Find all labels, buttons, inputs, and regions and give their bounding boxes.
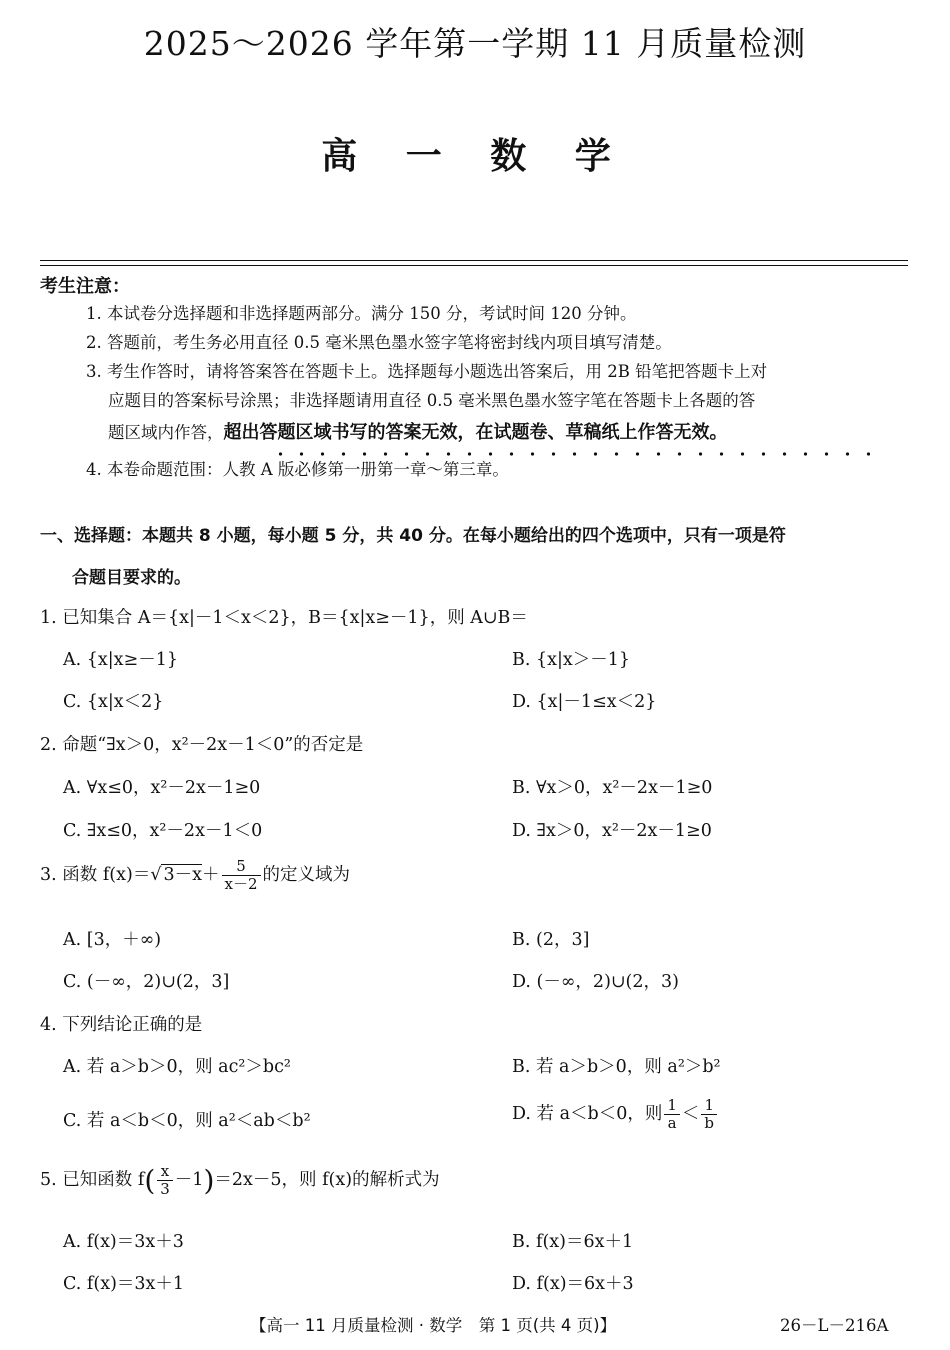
exam-title: 2025～2026 学年第一学期 11 月质量检测 — [143, 24, 807, 63]
question-3-suffix: 的定义域为 — [262, 865, 351, 885]
paper-code: 26－L－216A — [780, 1316, 889, 1335]
question-2-option-d: D. ∃x＞0，x²－2x－1≥0 — [512, 821, 712, 841]
question-3-stem — [40, 858, 350, 893]
question-5-mid: －1 — [174, 1170, 204, 1190]
notice-heading: 考生注意： — [40, 276, 130, 297]
question-5-option-d: D. f(x)＝6x＋3 — [512, 1274, 634, 1294]
fraction — [664, 1097, 680, 1132]
header-rule-top — [40, 260, 908, 261]
question-3-option-c: C. (－∞，2)∪(2，3] — [63, 972, 230, 992]
question-5-prefix: 5. 已知函数 f — [40, 1170, 145, 1190]
question-2-option-c: C. ∃x≤0，x²－2x－1＜0 — [63, 821, 263, 841]
question-1-option-a: A. {x|x≥－1} — [63, 650, 178, 670]
question-4-option-c: C. 若 a＜b＜0，则 a²＜ab＜b² — [63, 1111, 311, 1131]
question-3-option-d: D. (－∞，2)∪(2，3) — [512, 972, 679, 992]
notice-item-3-line3 — [108, 419, 728, 447]
notice-item-4: 4. 本卷命题范围：人教 A 版必修第一册第一章～第三章。 — [86, 460, 509, 479]
fraction-numerator: 5 — [222, 858, 261, 876]
page-footer: 【高一 11 月质量检测 · 数学 第 1 页(共 4 页)】 — [250, 1316, 617, 1335]
fraction-denominator: b — [704, 1114, 715, 1132]
right-paren: ) — [203, 1164, 215, 1197]
question-5-option-c: C. f(x)＝3x＋1 — [63, 1274, 185, 1294]
subject-title: 高 一 数 学 — [321, 136, 629, 177]
notice-item-1: 1. 本试卷分选择题和非选择题两部分。满分 150 分，考试时间 120 分钟。 — [86, 304, 637, 323]
notice-emphasis: 超出答题区域书写的答案无效，在试题卷、草稿纸上作答无效。 — [223, 422, 728, 443]
fraction-numerator: x — [157, 1163, 173, 1181]
question-4-option-a: A. 若 a＞b＞0，则 ac²＞bc² — [63, 1057, 291, 1077]
fraction — [701, 1097, 717, 1132]
question-4-option-d — [512, 1097, 719, 1132]
sqrt-sign: √ — [150, 865, 162, 885]
question-1-stem: 1. 已知集合 A＝{x|－1＜x＜2}，B＝{x|x≥－1}，则 A∪B＝ — [40, 608, 528, 628]
question-5-stem — [40, 1163, 440, 1198]
question-1-option-c: C. {x|x＜2} — [63, 692, 164, 712]
question-4-option-b: B. 若 a＞b＞0，则 a²＞b² — [512, 1057, 721, 1077]
question-3-prefix: 3. 函数 f(x)＝ — [40, 865, 151, 885]
question-3-option-b: B. (2，3] — [512, 930, 590, 950]
header-rule-bottom — [40, 265, 908, 266]
notice-item-3-line2: 应题目的答案标号涂黑；非选择题请用直径 0.5 毫米黑色墨水签字笔在答题卡上各题的答 — [108, 391, 756, 410]
question-2-stem: 2. 命题“∃x＞0，x²－2x－1＜0”的否定是 — [40, 735, 364, 755]
sqrt-content: 3－x — [163, 865, 202, 885]
plus-sign: ＋ — [202, 865, 220, 885]
fraction-numerator: 1 — [701, 1097, 717, 1115]
question-5-suffix: ＝2x－5，则 f(x)的解析式为 — [214, 1170, 440, 1190]
fraction — [222, 858, 261, 893]
section-heading-line2: 合题目要求的。 — [72, 568, 191, 588]
fraction — [157, 1163, 173, 1198]
question-3-option-a: A. [3，＋∞) — [63, 930, 162, 950]
fraction-denominator: 3 — [160, 1180, 170, 1198]
less-than: ＜ — [681, 1104, 700, 1124]
question-1-option-d: D. {x|－1≤x＜2} — [512, 692, 657, 712]
question-2-option-b: B. ∀x＞0，x²－2x－1≥0 — [512, 778, 713, 798]
question-4-stem: 4. 下列结论正确的是 — [40, 1015, 203, 1035]
notice-item-2: 2. 答题前，考生务必用直径 0.5 毫米黑色墨水签字笔将密封线内项目填写清楚。 — [86, 333, 672, 352]
question-5-option-b: B. f(x)＝6x＋1 — [512, 1232, 634, 1252]
question-2-option-a: A. ∀x≤0，x²－2x－1≥0 — [63, 778, 261, 798]
notice-item-3-line1: 3. 考生作答时，请将答案答在答题卡上。选择题每小题选出答案后，用 2B 铅笔把答题卡上对 — [86, 362, 768, 381]
left-paren: ( — [144, 1164, 156, 1197]
fraction-denominator: x－2 — [224, 875, 258, 893]
option-d-prefix: D. 若 a＜b＜0，则 — [512, 1104, 663, 1124]
fraction-numerator: 1 — [664, 1097, 680, 1115]
question-1-option-b: B. {x|x＞－1} — [512, 650, 631, 670]
question-5-option-a: A. f(x)＝3x＋3 — [63, 1232, 184, 1252]
fraction-denominator: a — [667, 1114, 677, 1132]
notice-item-3-prefix: 题区域内作答， — [108, 423, 224, 442]
section-heading-line1: 一、选择题：本题共 8 小题，每小题 5 分，共 40 分。在每小题给出的四个选项中，只有一项是符 — [40, 526, 786, 546]
